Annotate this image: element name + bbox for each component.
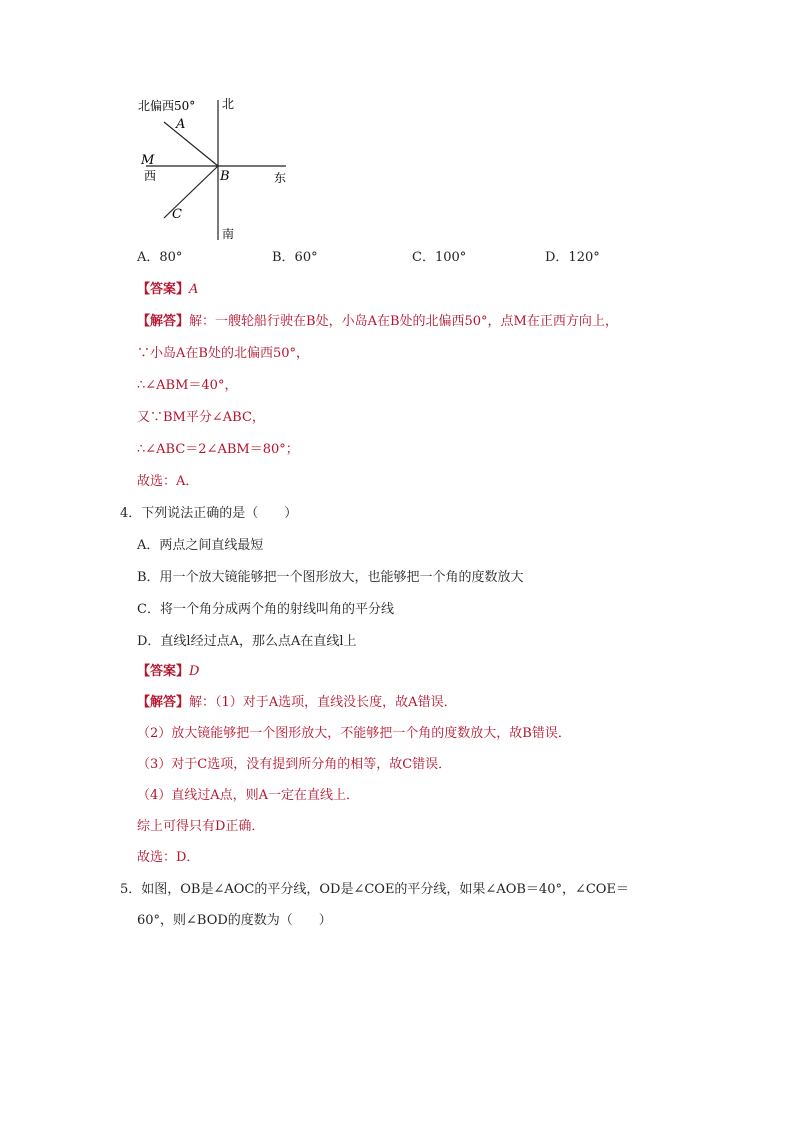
q3-option-c: C．100°: [412, 250, 467, 265]
q4-option-a: A．两点之间直线最短: [137, 538, 264, 553]
q4-analysis-line-6: 故选：D．: [137, 850, 200, 865]
point-a-label: A: [176, 117, 186, 132]
q3-analysis-tag: 【解答】: [137, 314, 190, 329]
east-label: 东: [274, 171, 287, 185]
q3-analysis-line-4: 又∵BM平分∠ABC，: [137, 410, 265, 425]
q4-analysis-line-3: （3）对于C选项，没有提到所分角的相等，故C错误．: [137, 757, 452, 772]
q4-answer: [137, 664, 199, 680]
point-b-label: B: [220, 169, 230, 184]
compass-figure: [136, 94, 296, 244]
point-m-label: M: [141, 153, 155, 168]
q4-analysis-line-5: 综上可得只有D正确．: [137, 819, 265, 834]
q4-answer-tag: 【答案】: [137, 664, 190, 679]
south-label: 南: [222, 227, 235, 241]
direction-label: 北偏西50°: [138, 99, 196, 113]
q3-analysis-line-1: [137, 314, 618, 330]
q5-stem-line-1: 5．如图，OB是∠AOC的平分线，OD是∠COE的平分线，如果∠AOB＝40°，∠COE＝: [120, 882, 629, 897]
q4-analysis-text-1: 解：（1）对于A选项，直线没长度，故A错误．: [189, 695, 457, 710]
q3-option-a: A．80°: [137, 250, 183, 265]
q4-analysis-line-2: （2）放大镜能够把一个图形放大，不能够把一个角的度数放大，故B错误．: [137, 726, 571, 741]
q4-option-d: D．直线l经过点A，那么点A在直线l上: [137, 634, 357, 649]
q3-answer-value: A: [189, 282, 199, 297]
q4-analysis-line-4: （4）直线过A点，则A一定在直线上．: [137, 788, 360, 803]
ray-ba: [164, 122, 218, 166]
q3-option-d: D．120°: [545, 250, 600, 265]
q3-analysis-text-1: 解：一艘轮船行驶在B处，小岛A在B处的北偏西50°，点M在正西方向上，: [189, 314, 618, 329]
point-c-label: C: [172, 207, 182, 222]
west-label: 西: [144, 169, 157, 183]
north-label: 北: [222, 97, 235, 111]
q3-answer: [137, 282, 198, 298]
q3-analysis-line-3: ∴∠ABM＝40°，: [137, 378, 238, 393]
q3-analysis-line-2: ∵小岛A在B处的北偏西50°，: [137, 346, 309, 361]
q3-answer-tag: 【答案】: [137, 282, 190, 297]
q4-analysis-tag: 【解答】: [137, 695, 190, 710]
q4-answer-value: D: [189, 664, 200, 679]
q4-option-c: C．将一个角分成两个角的射线叫角的平分线: [137, 602, 394, 617]
q4-option-b: B．用一个放大镜能够把一个图形放大，也能够把一个角的度数放大: [137, 570, 524, 585]
q5-stem-line-2: 60°，则∠BOD的度数为（ ）: [137, 913, 332, 928]
q4-analysis-line-1: [137, 695, 457, 711]
q4-stem: 4．下列说法正确的是（ ）: [120, 506, 298, 521]
q3-option-b: B．60°: [272, 250, 318, 265]
q3-analysis-line-6: 故选：A．: [137, 474, 199, 489]
q3-analysis-line-5: ∴∠ABC＝2∠ABM＝80°；: [137, 442, 299, 457]
